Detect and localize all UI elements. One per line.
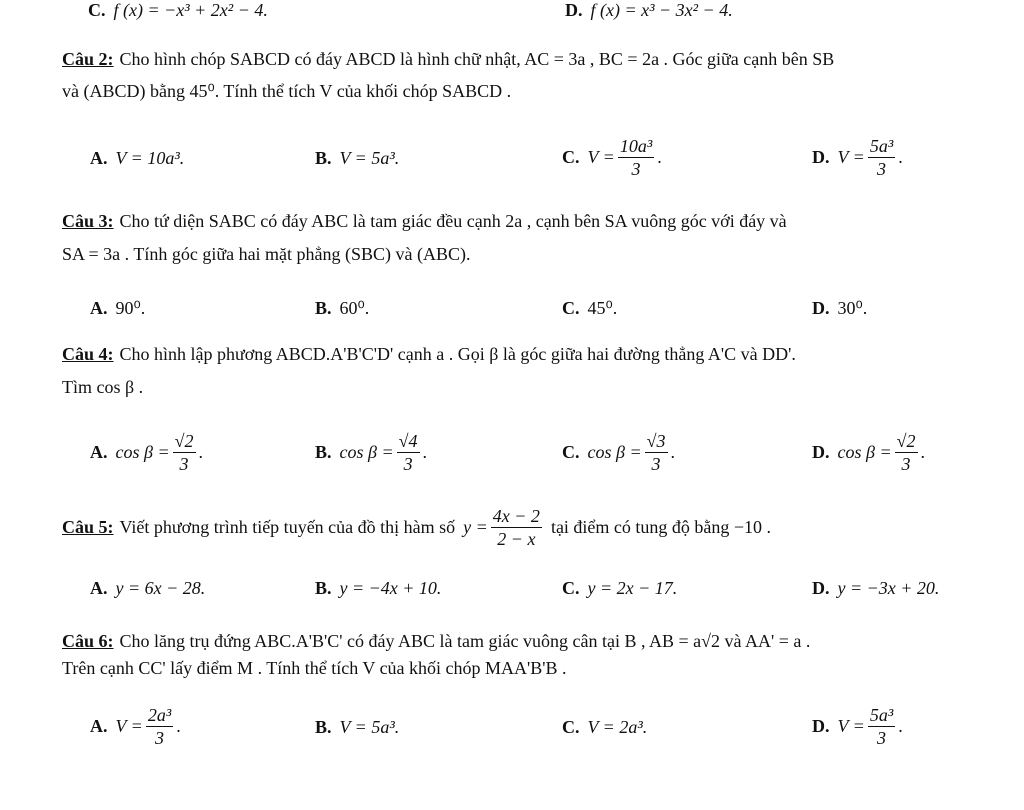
option-text: 30⁰.: [837, 298, 868, 318]
option-letter: C.: [562, 442, 580, 462]
denominator: 2 − x: [497, 529, 536, 549]
q6-option-b[interactable]: [315, 717, 399, 738]
option-post: .: [198, 442, 203, 462]
denominator: 3: [877, 159, 887, 179]
q4-option-c[interactable]: [562, 430, 675, 475]
question-5-line-1: [62, 505, 771, 550]
option-post: .: [657, 147, 662, 167]
option-letter: B.: [315, 298, 332, 318]
fraction: [618, 135, 654, 180]
prev-option-c: [88, 0, 268, 21]
fraction: [146, 704, 173, 749]
option-pre: V =: [587, 147, 615, 167]
option-pre: V =: [837, 716, 865, 736]
option-post: .: [670, 442, 675, 462]
question-3-line-2: SA = 3a . Tính góc giữa hai mặt phẳng (SBC) và (ABC).: [62, 244, 471, 264]
option-text: 90⁰.: [115, 298, 146, 318]
question-text: Cho hình chóp SABCD có đáy ABCD là hình chữ nhật, AC = 3a , BC = 2a . Góc giữa cạnh bên SB: [119, 49, 835, 69]
numerator: 5a³: [869, 705, 894, 725]
q6-option-a[interactable]: [90, 704, 181, 749]
q3-option-c[interactable]: [562, 298, 617, 319]
option-post: .: [898, 147, 903, 167]
numerator: 4x − 2: [492, 506, 540, 526]
numerator: 2a³: [147, 705, 172, 725]
q2-option-c[interactable]: [562, 135, 662, 180]
q3-option-a[interactable]: [90, 298, 145, 319]
question-label: Câu 6:: [62, 631, 114, 651]
question-2-line-1: [62, 48, 834, 70]
option-letter: D.: [565, 0, 583, 20]
option-text: f (x) = x³ − 3x² − 4.: [590, 0, 733, 20]
question-6-line-1: [62, 630, 810, 652]
option-letter: A.: [90, 298, 108, 318]
question-text: Cho hình lập phương ABCD.A'B'C'D' cạnh a . Gọi β là góc giữa hai đường thẳng A'C và DD'.: [119, 344, 796, 364]
option-pre: cos β =: [587, 442, 642, 462]
denominator: 3: [651, 454, 661, 474]
option-letter: B.: [315, 148, 332, 168]
option-text: 45⁰.: [587, 298, 618, 318]
q5-option-d[interactable]: [812, 578, 939, 599]
option-letter: A.: [90, 716, 108, 736]
option-letter: D.: [812, 147, 830, 167]
q6-option-c[interactable]: [562, 717, 647, 738]
option-post: .: [176, 716, 181, 736]
option-pre: cos β =: [115, 442, 170, 462]
question-label: Câu 5:: [62, 517, 114, 537]
numerator: √2: [174, 431, 194, 451]
question-label: Câu 2:: [62, 49, 114, 69]
question-text-tail: tại điểm có tung độ bằng −10 .: [550, 517, 772, 537]
q4-option-a[interactable]: [90, 430, 203, 475]
q2-option-a[interactable]: [90, 148, 184, 169]
option-text: f (x) = −x³ + 2x² − 4.: [113, 0, 268, 20]
question-3-line-1: [62, 210, 787, 232]
option-letter: C.: [562, 147, 580, 167]
option-text: V = 10a³.: [115, 148, 185, 168]
q3-option-b[interactable]: [315, 298, 369, 319]
denominator: 3: [631, 159, 641, 179]
option-letter: D.: [812, 298, 830, 318]
option-letter: A.: [90, 148, 108, 168]
option-text: y = −3x + 20.: [837, 578, 940, 598]
option-text: V = 2a³.: [587, 717, 648, 737]
option-letter: C.: [562, 578, 580, 598]
option-text: y = 6x − 28.: [115, 578, 206, 598]
option-pre: V =: [837, 147, 865, 167]
numerator: √4: [398, 431, 418, 451]
option-text: 60⁰.: [339, 298, 370, 318]
question-6-line-2: Trên cạnh CC' lấy điểm M . Tính thể tích V của khối chóp MAA'B'B .: [62, 658, 567, 678]
q4-option-d[interactable]: [812, 430, 925, 475]
option-letter: B.: [315, 717, 332, 737]
option-text: V = 5a³.: [339, 717, 400, 737]
option-post: .: [422, 442, 428, 462]
fraction: [895, 430, 918, 475]
q6-option-d[interactable]: [812, 704, 903, 749]
option-pre: cos β =: [837, 442, 892, 462]
option-letter: D.: [812, 442, 830, 462]
equation-pre: y =: [463, 517, 488, 537]
q5-option-b[interactable]: [315, 578, 441, 599]
numerator: √3: [646, 431, 666, 451]
question-4-line-1: [62, 343, 796, 365]
numerator: 10a³: [619, 136, 653, 156]
denominator: 3: [403, 454, 413, 474]
fraction: [491, 505, 542, 550]
option-post: .: [898, 716, 903, 736]
option-text: V = 5a³.: [339, 148, 400, 168]
option-letter: C.: [562, 717, 580, 737]
denominator: 3: [155, 728, 165, 748]
q4-option-b[interactable]: [315, 430, 427, 475]
question-4-line-2: Tìm cos β .: [62, 377, 144, 397]
option-letter: D.: [812, 578, 830, 598]
option-letter: B.: [315, 578, 332, 598]
question-text: Cho lăng trụ đứng ABC.A'B'C' có đáy ABC là tam giác vuông cân tại B , AB = a√2 và AA' = a .: [119, 631, 811, 651]
fraction: [645, 430, 668, 475]
option-letter: A.: [90, 578, 108, 598]
q5-option-c[interactable]: [562, 578, 677, 599]
fraction: [397, 430, 420, 475]
numerator: √2: [896, 431, 916, 451]
option-letter: C.: [88, 0, 106, 20]
question-label: Câu 4:: [62, 344, 114, 364]
q2-option-b[interactable]: [315, 148, 399, 169]
option-text: y = −4x + 10.: [339, 578, 442, 598]
q3-option-d[interactable]: [812, 298, 867, 319]
option-letter: C.: [562, 298, 580, 318]
option-letter: A.: [90, 442, 108, 462]
option-text: y = 2x − 17.: [587, 578, 678, 598]
question-2-line-2: và (ABCD) bằng 45⁰. Tính thể tích V của khối chóp SABCD .: [62, 81, 512, 101]
q5-option-a[interactable]: [90, 578, 205, 599]
numerator: 5a³: [869, 136, 894, 156]
option-post: .: [920, 442, 925, 462]
denominator: 3: [179, 454, 189, 474]
fraction: [868, 704, 895, 749]
question-text: Cho tứ diện SABC có đáy ABC là tam giác đều cạnh 2a , cạnh bên SA vuông góc với đáy và: [119, 211, 787, 231]
option-letter: B.: [315, 442, 332, 462]
option-letter: D.: [812, 716, 830, 736]
option-pre: cos β =: [339, 442, 394, 462]
fraction: [173, 430, 196, 475]
denominator: 3: [901, 454, 911, 474]
question-label: Câu 3:: [62, 211, 114, 231]
denominator: 3: [877, 728, 887, 748]
question-text: Viết phương trình tiếp tuyến của đồ thị hàm số: [119, 517, 456, 537]
prev-option-d: [565, 0, 733, 21]
q2-option-d[interactable]: [812, 135, 903, 180]
fraction: [868, 135, 895, 180]
option-pre: V =: [115, 716, 143, 736]
